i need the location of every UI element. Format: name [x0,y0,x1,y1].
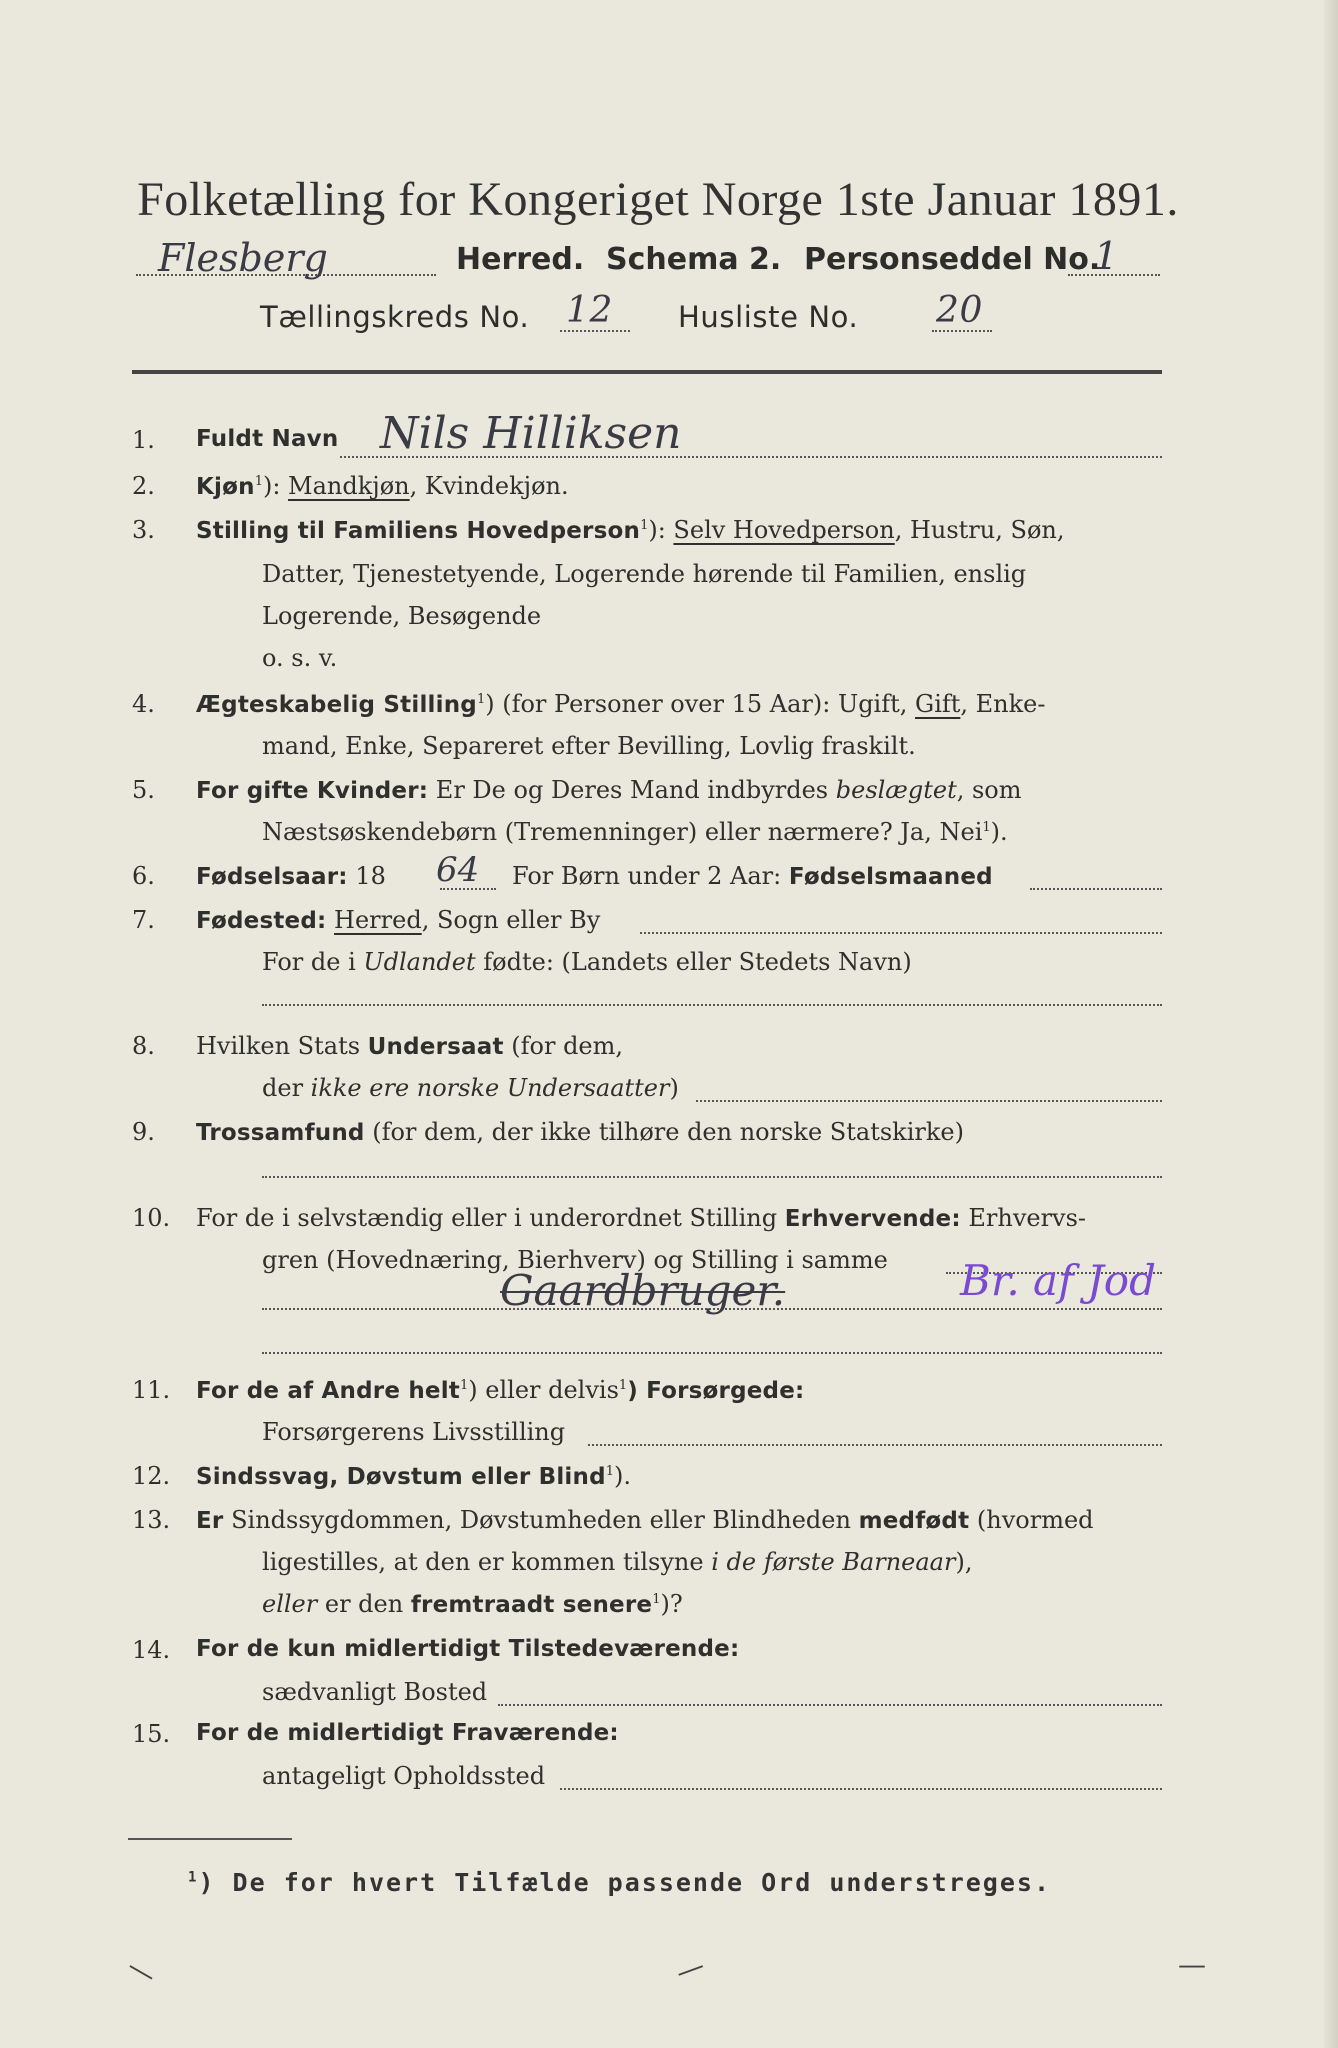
item-number: 1. [132,426,155,454]
personseddel-label: Personseddel No. [804,242,1101,277]
item-text: For de i Udlandet fødte: (Landets eller Stedets Navn) [262,948,912,976]
item-text: Trossamfund (for dem, der ikke tilhøre den norske Statskirke) [196,1118,964,1146]
item-number: 14. [132,1636,171,1664]
header-herred-line [128,234,1168,286]
item-number: 4. [132,690,155,718]
item-text: mand, Enke, Separeret efter Bevilling, Lovlig fraskilt. [262,732,916,760]
schema-label: Schema 2. [606,242,782,277]
occupation-pencil-value: Br. af Jod [960,1256,1156,1305]
item-number: 3. [132,516,155,544]
dotted-line [498,1704,1162,1706]
item-label: For de midlertidigt Fraværende: [196,1720,619,1746]
dotted-line [588,1444,1162,1446]
item-number: 10. [132,1204,171,1232]
kreds-value: 12 [566,290,614,331]
footnote-rule [128,1838,292,1840]
dotted-line [560,1788,1162,1790]
margin-mark: — [671,1948,709,1989]
item-text: Kjøn$^1$): Mandkjøn, Kvindekjøn. [196,472,569,500]
footnote: $^1$) De for hvert Tilfælde passende Ord understreges. [188,1868,1052,1897]
item-text: der ikke ere norske Undersaatter) [262,1074,679,1102]
item-text: For de af Andre helt$^1$) eller delvis$^1$) Forsørgede: [196,1376,805,1404]
item-text: eller er den fremtraadt senere$^1$)? [262,1590,683,1618]
item-text: Er Sindssygdommen, Døvstumheden eller Blindheden medfødt (hvormed [196,1506,1094,1534]
form-title: Folketælling for Kongeriget Norge 1ste Januar 1891. [137,173,1179,226]
occupation-struck-value: Gaardbruger. [500,1266,786,1315]
dotted-line [262,1004,1162,1006]
husliste-label: Husliste No. [678,300,859,334]
underlined-option: Gift [915,690,961,718]
item-text: For Børn under 2 Aar: Fødselsmaaned [512,862,993,890]
item-text: sædvanligt Bosted [262,1678,488,1706]
item-text: Næstsøskendebørn (Tremenninger) eller nærmere? Ja, Nei$^1$). [262,818,1008,846]
item-number: 11. [132,1376,171,1404]
item-number: 6. [132,862,155,890]
underlined-option: Herred [334,906,422,934]
item-text: Hvilken Stats Undersaat (for dem, [196,1032,624,1060]
header-rule [132,370,1162,374]
underlined-option: Mandkjøn [288,472,410,500]
item-text: o. s. v. [262,644,338,672]
birth-year-value: 64 [436,850,480,890]
item-number: 5. [132,776,155,804]
item-text: Datter, Tjenestetyende, Logerende hørende til Familien, enslig [262,560,1027,588]
husliste-value: 20 [936,290,984,331]
header-kreds-line [260,290,1060,340]
margin-mark: — [121,1949,163,1992]
item-number: 9. [132,1118,155,1146]
item-text: For de i selvstændig eller i underordnet Stilling Erhvervende: Erhvervs- [196,1204,1087,1232]
item-text: gren (Hovednæring, Bierhverv) og Stilling i samme [262,1246,888,1274]
item-number: 15. [132,1720,171,1748]
kreds-label: Tællingskreds No. [260,300,530,334]
item-number: 2. [132,472,155,500]
item-number: 7. [132,906,155,934]
dotted-line [696,1100,1162,1102]
item-label: Fuldt Navn [196,426,339,452]
item-number: 8. [132,1032,155,1060]
dotted-line [1030,888,1162,890]
dotted-line [640,932,1162,934]
item-text: Forsørgerens Livsstilling [262,1418,566,1446]
herred-value: Flesberg [158,236,328,280]
underlined-option: Selv Hovedperson [673,516,895,544]
herred-label: Herred. [456,242,585,277]
item-number: 12. [132,1462,171,1490]
full-name-value: Nils Hilliksen [380,408,682,459]
item-text: Fødselsaar: 18 [196,862,386,890]
item-text: Ægteskabelig Stilling$^1$) (for Personer over 15 Aar): Ugift, Gift, Enke- [196,690,1046,718]
page-edge [1324,0,1338,2048]
item-label: For de kun midlertidigt Tilstedeværende: [196,1636,740,1662]
item-number: 13. [132,1506,171,1534]
item-text: Logerende, Besøgende [262,602,542,630]
item-text: ligestilles, at den er kommen tilsyne i de første Barneaar), [262,1548,973,1576]
margin-mark: — [1178,1948,1206,1981]
item-text: antageligt Opholdssted [262,1762,546,1790]
item-text: Sindssvag, Døvstum eller Blind$^1$). [196,1462,632,1490]
dotted-line [262,1176,1162,1178]
item-text: Fødested: Herred, Sogn eller By [196,906,601,934]
dotted-line [262,1352,1162,1354]
personseddel-value: 1 [1094,234,1119,278]
item-text: For gifte Kvinder: Er De og Deres Mand indbyrdes beslægtet, som [196,776,1022,804]
item-text: Stilling til Familiens Hovedperson$^1$): Selv Hovedperson, Hustru, Søn, [196,516,1065,544]
